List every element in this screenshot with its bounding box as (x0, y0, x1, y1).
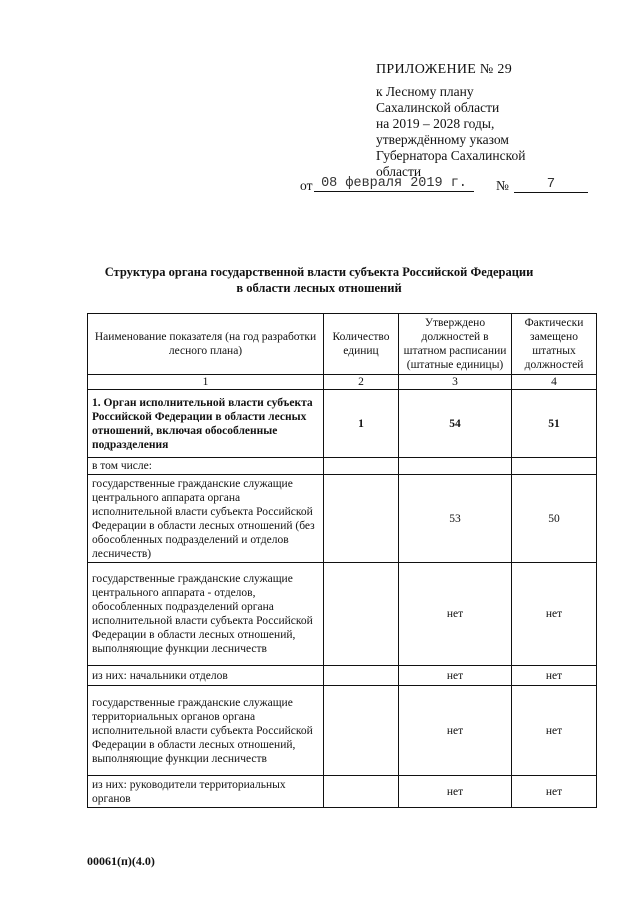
row-name: государственные гражданские служащие центрального аппарата - отделов, обособленных подразделений органа исполнительной власти субъекта Российской Федерации в области лесных отношений, выполняющие функции лесничеств (88, 563, 324, 666)
row-approved: нет (399, 776, 512, 808)
row-units (324, 666, 399, 686)
order-number: 7 (514, 176, 588, 193)
structure-table (87, 313, 597, 808)
row-name: 1. Орган исполнительной власти субъекта Российской Федерации в области лесных отношений, включая обособленные подразделения (88, 390, 324, 458)
column-number: 4 (512, 375, 597, 390)
annex-title: ПРИЛОЖЕНИЕ № 29 (376, 62, 512, 77)
annex-block (376, 62, 525, 180)
row-name: в том числе: (88, 458, 324, 475)
annex-line: Сахалинской области (376, 100, 500, 115)
annex-line: утверждённому указом (376, 132, 509, 147)
row-approved: нет (399, 666, 512, 686)
table-row (88, 475, 597, 563)
table-row (88, 458, 597, 475)
annex-line: на 2019 – 2028 годы, (376, 116, 495, 131)
table-row (88, 666, 597, 686)
document-code: 00061(п)(4.0) (87, 854, 155, 868)
row-actual: нет (512, 776, 597, 808)
row-units (324, 563, 399, 666)
row-approved: нет (399, 686, 512, 776)
row-name: из них: начальники отделов (88, 666, 324, 686)
annex-line: Губернатора Сахалинской (376, 148, 526, 163)
row-units (324, 686, 399, 776)
table-header-row (88, 314, 597, 375)
column-number: 2 (324, 375, 399, 390)
row-units (324, 458, 399, 475)
table-row (88, 563, 597, 666)
row-units: 1 (324, 390, 399, 458)
row-units (324, 776, 399, 808)
table-row (88, 776, 597, 808)
row-actual: нет (512, 563, 597, 666)
column-number: 3 (399, 375, 512, 390)
row-approved (399, 458, 512, 475)
row-actual: нет (512, 686, 597, 776)
annex-line: области (376, 164, 422, 179)
row-units (324, 475, 399, 563)
row-name: государственные гражданские служащие территориальных органов органа исполнительной власти субъекта Российской Федерации в области лесных отношений, выполняющие функции лесничеств (88, 686, 324, 776)
column-number: 1 (88, 375, 324, 390)
heading-line-1: Структура органа государственной власти субъекта Российской Федерации (104, 265, 534, 279)
row-name: из них: руководители территориальных органов (88, 776, 324, 808)
header-units: Количество единиц (324, 314, 399, 375)
header-indicator-name: Наименование показателя (на год разработки лесного плана) (88, 314, 324, 375)
document-heading (90, 264, 548, 296)
row-approved: нет (399, 563, 512, 666)
order-number-label: № (496, 178, 509, 193)
row-actual: 50 (512, 475, 597, 563)
order-from-label: от (300, 178, 313, 193)
heading-line-2: в области лесных отношений (236, 281, 402, 295)
row-name: государственные гражданские служащие центрального аппарата органа исполнительной власти субъекта Российской Федерации в области лесных отношений (без обособленных подразделений и отделов лесничеств) (88, 475, 324, 563)
order-reference (300, 176, 600, 196)
order-date: 08 февраля 2019 г. (314, 176, 474, 192)
row-actual: 51 (512, 390, 597, 458)
row-approved: 54 (399, 390, 512, 458)
row-approved: 53 (399, 475, 512, 563)
table-row (88, 390, 597, 458)
table-row (88, 686, 597, 776)
header-actual: Фактически замещено штатных должностей (512, 314, 597, 375)
row-actual: нет (512, 666, 597, 686)
header-approved: Утверждено должностей в штатном расписании (штатные единицы) (399, 314, 512, 375)
annex-line: к Лесному плану (376, 84, 474, 99)
column-number-row (88, 375, 597, 390)
row-actual (512, 458, 597, 475)
